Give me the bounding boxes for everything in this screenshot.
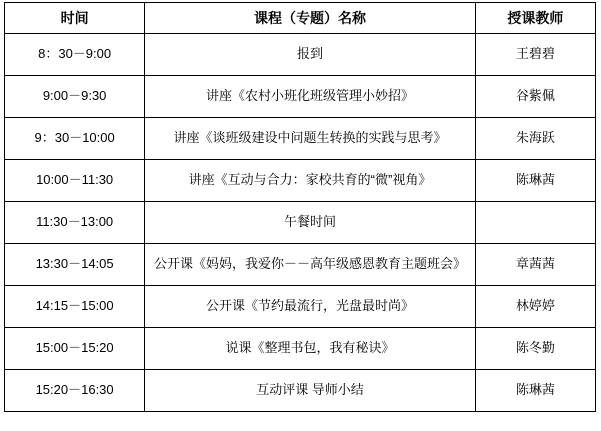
table-row [5,244,596,286]
table-row [5,328,596,370]
cell-course: 互动评课 导师小结 [145,370,476,412]
cell-course: 讲座《互动与合力：家校共育的“微”视角》 [145,160,476,202]
cell-time: 8：30－9:00 [5,34,145,76]
cell-course: 公开课《节约最流行，光盘最时尚》 [145,286,476,328]
cell-course: 说课《整理书包，我有秘诀》 [145,328,476,370]
cell-time: 11:30－13:00 [5,202,145,244]
table-body [5,34,596,412]
table-row [5,76,596,118]
cell-time: 15:00－15:20 [5,328,145,370]
table-row [5,118,596,160]
cell-time: 9：30－10:00 [5,118,145,160]
cell-course: 讲座《农村小班化班级管理小妙招》 [145,76,476,118]
cell-teacher: 陈琳茜 [475,160,595,202]
cell-course: 午餐时间 [145,202,476,244]
cell-time: 10:00－11:30 [5,160,145,202]
cell-time: 15:20－16:30 [5,370,145,412]
table-row [5,202,596,244]
cell-course: 讲座《谈班级建设中问题生转换的实践与思考》 [145,118,476,160]
cell-teacher: 陈冬勤 [475,328,595,370]
column-header-time: 时间 [5,3,145,34]
cell-time: 13:30－14:05 [5,244,145,286]
table-header [5,3,596,34]
cell-teacher: 王碧碧 [475,34,595,76]
cell-teacher [475,202,595,244]
cell-teacher: 章茜茜 [475,244,595,286]
column-header-teacher: 授课教师 [475,3,595,34]
cell-teacher: 林婷婷 [475,286,595,328]
table-row [5,160,596,202]
table-header-row [5,3,596,34]
column-header-course: 课程（专题）名称 [145,3,476,34]
cell-time: 14:15－15:00 [5,286,145,328]
cell-teacher: 朱海跃 [475,118,595,160]
table-row [5,286,596,328]
cell-teacher: 陈琳茜 [475,370,595,412]
table-row [5,370,596,412]
schedule-table [4,2,596,412]
cell-teacher: 谷紫佩 [475,76,595,118]
table-row [5,34,596,76]
cell-course: 报到 [145,34,476,76]
cell-course: 公开课《妈妈，我爱你－－高年级感恩教育主题班会》 [145,244,476,286]
cell-time: 9:00－9:30 [5,76,145,118]
